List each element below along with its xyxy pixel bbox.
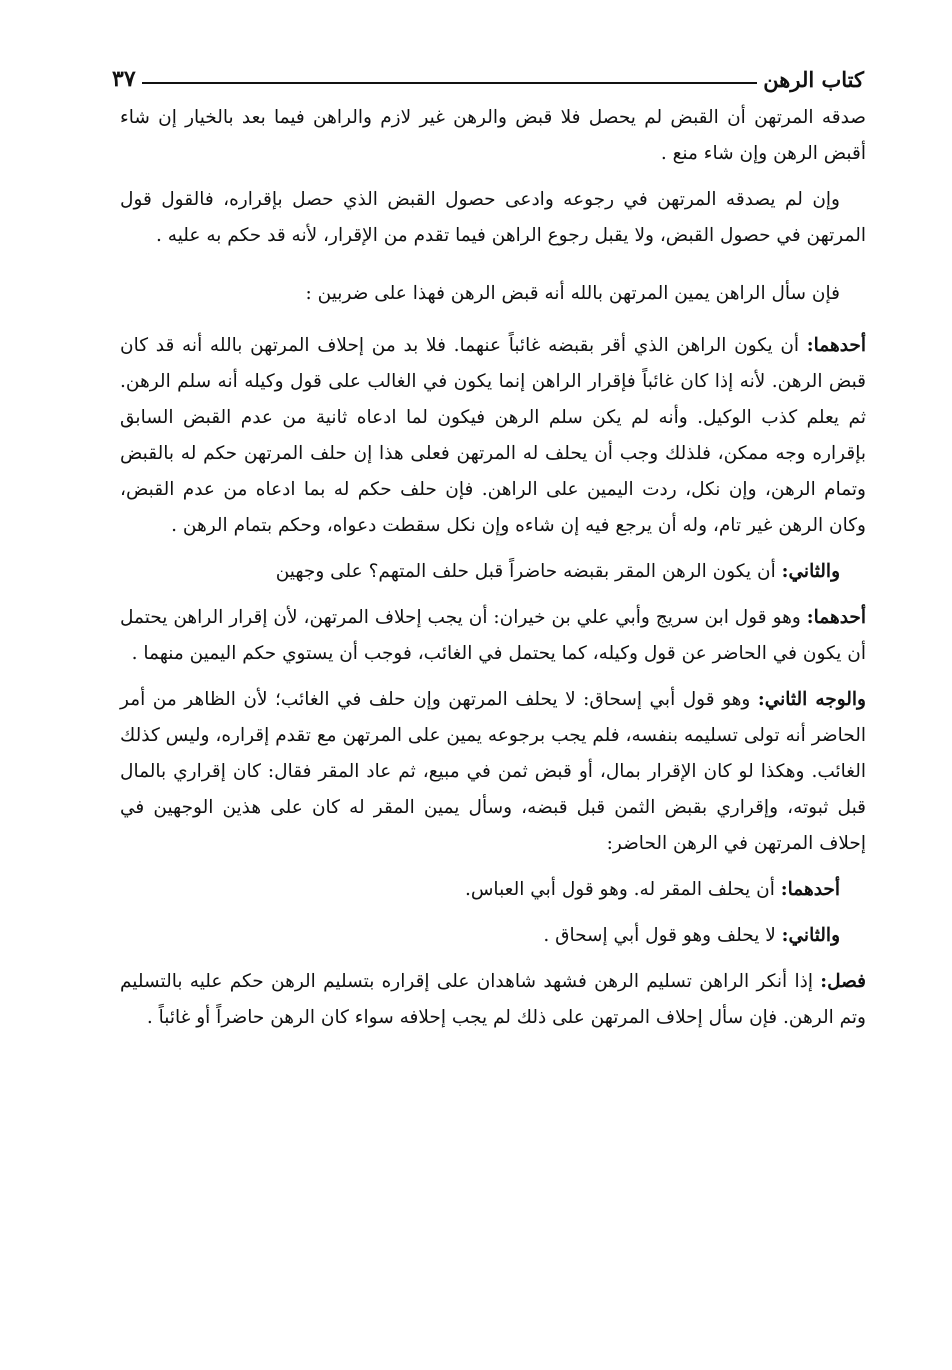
paragraph-7 (120, 682, 866, 862)
paragraph-2 (120, 182, 866, 254)
paragraph-text: أن يحلف المقر له. وهو قول أبي العباس. (464, 879, 775, 900)
paragraph-4 (120, 328, 866, 544)
book-title: كتاب الرهن (763, 67, 864, 92)
paragraph-text: أن يكون الراهن الذي أقر بقبضه غائباً عنهما. فلا بد من إحلاف المرتهن بالله أنه قد كان قبض الرهن. لأنه إذا كان غائباً فإقرار الراهن إنما يكون في الغالب على قول وكيله أنه سلم الرهن. ثم يعلم كذب الوكيل. وأنه لم يكن سلم الرهن فيكون لما ادعاه ثانية من عدم القبض السابق بإقراره وجه ممكن، فلذلك وجب أن يحلف له المرتهن فعلى هذا إن حلف المرتهن حكم له بالقبض وتمام الرهن، وإن نكل، ردت اليمين على الراهن. فإن حلف حكم له بما ادعاه من عدم القبض، وكان الرهن غير تام، وله أن يرجع فيه إن شاءه وإن نكل سقطت دعواه، وحكم بتمام الرهن . (120, 335, 866, 536)
paragraph-3 (120, 276, 866, 312)
paragraph-6 (120, 600, 866, 672)
paragraph-5 (120, 554, 866, 590)
paragraph-label: أحدهما: (806, 335, 866, 356)
paragraph-9 (120, 918, 866, 954)
paragraph-1 (120, 100, 866, 172)
paragraph-text: لا يحلف وهو قول أبي إسحاق . (543, 925, 776, 946)
paragraph-label: أحدهما: (806, 607, 866, 628)
header-rule (142, 82, 758, 84)
paragraph-label: والثاني: (781, 561, 840, 582)
paragraph-8 (120, 872, 866, 908)
paragraph-label: والوجه الثاني: (757, 689, 866, 710)
paragraph-label: والثاني: (781, 925, 840, 946)
paragraph-text: فإن سأل الراهن يمين المرتهن بالله أنه قبض الرهن فهذا على ضربين : (305, 283, 840, 304)
paragraph-10 (120, 964, 866, 1036)
paragraph-text: وهو قول أبي إسحاق: لا يحلف المرتهن وإن حلف في الغائب؛ لأن الظاهر من أمر الحاضر أنه تولى تسليمه بنفسه، فلم يجب برجوعه يمين على المرتهن مع تقدم إقراره، وليس كذلك الغائب. وهكذا لو كان الإقرار بمال، أو قبض ثمن في مبيع، ثم عاد المقر فقال: كان إقراري بالمال قبل ثبوته، وإقراري بقبض الثمن قبل قبضه، وسأل يمين المقر له كان على هذين الوجهين في إحلاف المرتهن في الرهن الحاضر: (120, 689, 866, 854)
paragraph-text: وهو قول ابن سريج وأبي علي بن خيران: أن يجب إحلاف المرتهن، لأن إقرار الراهن يحتمل أن يكون في الحاضر عن قول وكيله، كما يحتمل في الغائب، فوجب أن يستوي حكم اليمين منهما . (120, 607, 866, 664)
paragraph-label: أحدهما: (780, 879, 840, 900)
page-number: ٣٧ (112, 66, 136, 92)
body-text (120, 100, 866, 1036)
paragraph-text: وإن لم يصدقه المرتهن في رجوعه وادعى حصول القبض الذي حصل بإقراره، فالقول قول المرتهن في حصول القبض، ولا يقبل رجوع الراهن فيما تقدم من الإقرار، لأنه قد حكم به عليه . (120, 189, 866, 246)
paragraph-text: أن يكون الرهن المقر بقبضه حاضراً قبل حلف المتهم؟ على وجهين (275, 561, 776, 582)
paragraph-label: فصل: (820, 971, 866, 992)
paragraph-text: إذا أنكر الراهن تسليم الرهن فشهد شاهدان على إقراره بتسليم الرهن حكم عليه بالتسليم وتم الرهن. فإن سأل إحلاف المرتهن على ذلك لم يجب إحلافه سواء كان الرهن حاضراً أو غائباً . (120, 971, 866, 1028)
paragraph-text: صدقه المرتهن أن القبض لم يحصل فلا قبض والرهن غير لازم والراهن فيما بعد بالخيار إن شاء أقبض الرهن وإن شاء منع . (120, 107, 866, 164)
running-header (112, 56, 864, 92)
